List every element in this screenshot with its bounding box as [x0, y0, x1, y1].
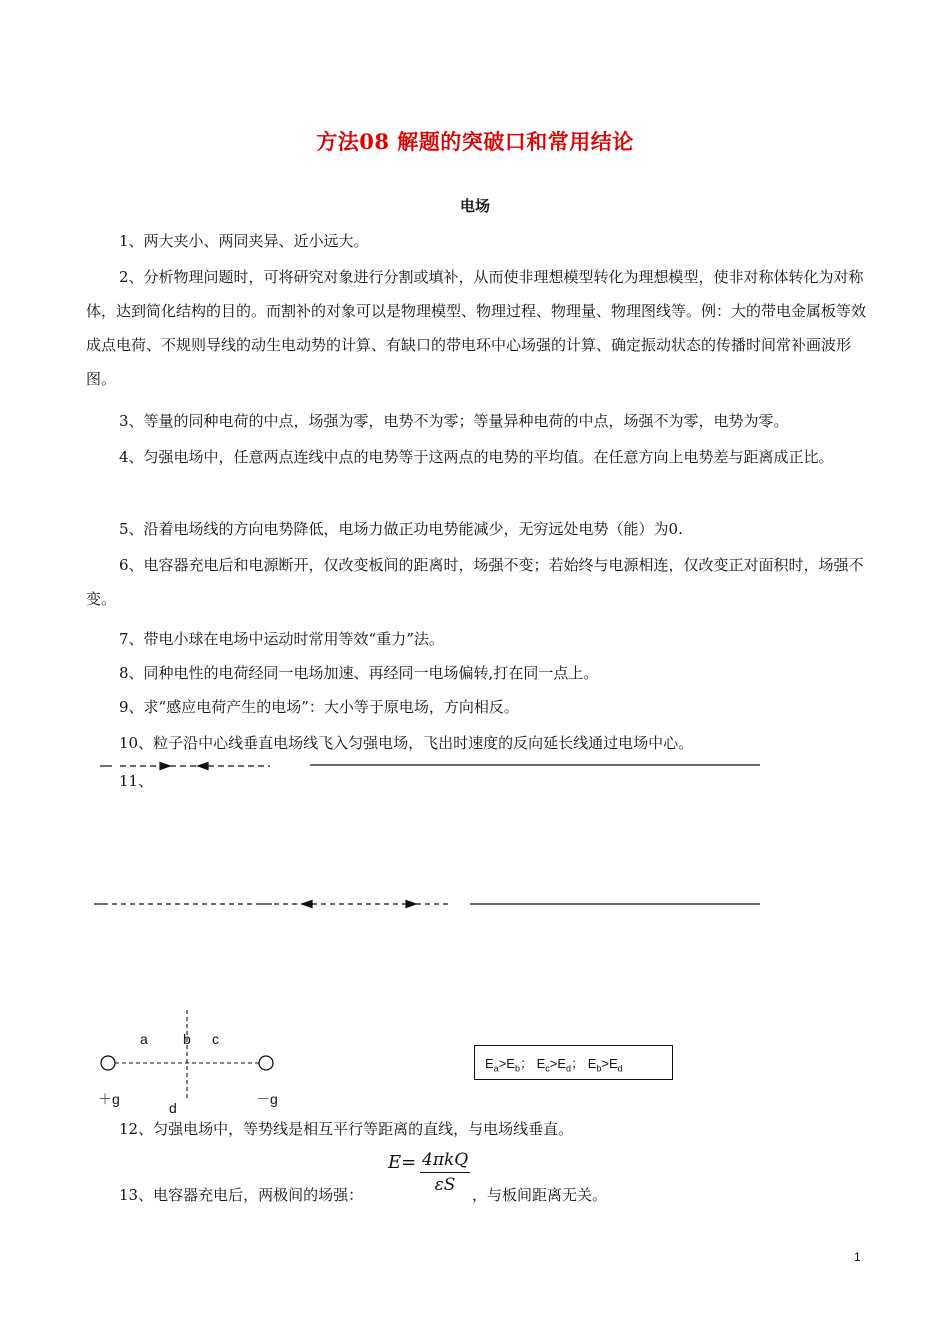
formula-lhs: E=: [388, 1152, 417, 1173]
label-a: a: [140, 1031, 148, 1047]
item-6: 6、电容器充电后和电源断开，仅改变板间的距离时，场强不变；若始终与电源相连，仅改变正对面积时，场强不变。: [86, 556, 864, 608]
page-number: 1: [854, 1250, 861, 1264]
page-title: 方法08 解题的突破口和常用结论: [316, 129, 634, 154]
arrow-right-icon: [160, 763, 170, 770]
formula-numerator: 4πkQ: [420, 1150, 470, 1173]
label-b: b: [183, 1031, 191, 1047]
item-13-prefix: 13、电容器充电后，两极间的场强：: [119, 1186, 364, 1204]
label-d: d: [169, 1100, 177, 1116]
item-9: 9、求“感应电荷产生的电场”：大小等于原电场，方向相反。: [119, 698, 519, 716]
item-13-suffix: ，与板间距离无关。: [472, 1186, 608, 1204]
section-heading: 电场: [459, 197, 490, 215]
field-comparison-box: $E_a>E_b$； $E_c>E_d$； $E_b>E_d$: [474, 1045, 673, 1080]
item-12: 12、匀强电场中，等势线是相互平行等距离的直线，与电场线垂直。: [119, 1120, 574, 1138]
label-c: c: [212, 1031, 219, 1047]
label-positive: ＋g: [98, 1091, 120, 1107]
item-4: 4、匀强电场中，任意两点连线中点的电势等于这两点的电势的平均值。在任意方向上电势差与距离成正比。: [119, 448, 834, 466]
item-11: 11、: [119, 772, 154, 790]
item-2: 2、分析物理问题时，可将研究对象进行分割或填补，从而使非理想模型转化为理想模型，使非对称体转化为对称体，达到简化结构的目的。而割补的对象可以是物理模型、物理过程、物理量、物理图线等。例：大的带电金属板等效成点电荷、不规则导线的动生电动势的计算、有缺口的带电环中心场强的计算、确定振动状态的传播时间常补画波形图。: [86, 268, 867, 388]
arrow-right-icon: [406, 901, 416, 908]
item-1: 1、两大夹小、两同夹异、近小远大。: [119, 232, 369, 250]
item-3: 3、等量的同种电荷的中点，场强为零，电势不为零；等量异种电荷的中点，场强不为零，电势为零。: [119, 412, 789, 430]
formula-denominator: εS: [434, 1175, 456, 1195]
label-negative: －g: [256, 1091, 278, 1107]
positive-charge-icon: [101, 1056, 115, 1070]
item-5: 5、沿着电场线的方向电势降低，电场力做正功电势能减少，无穷远处电势（能）为0.: [119, 520, 683, 538]
item-8: 8、同种电性的电荷经同一电场加速、再经同一电场偏转,打在同一点上。: [119, 664, 599, 682]
formula-fraction: [420, 1150, 470, 1195]
arrow-left-icon: [198, 763, 208, 770]
item-7: 7、带电小球在电场中运动时常用等效“重力”法。: [119, 630, 444, 648]
negative-charge-icon: [259, 1056, 273, 1070]
item-10: 10、粒子沿中心线垂直电场线飞入匀强电场，飞出时速度的反向延长线通过电场中心。: [119, 734, 694, 752]
arrow-left-icon: [302, 901, 312, 908]
